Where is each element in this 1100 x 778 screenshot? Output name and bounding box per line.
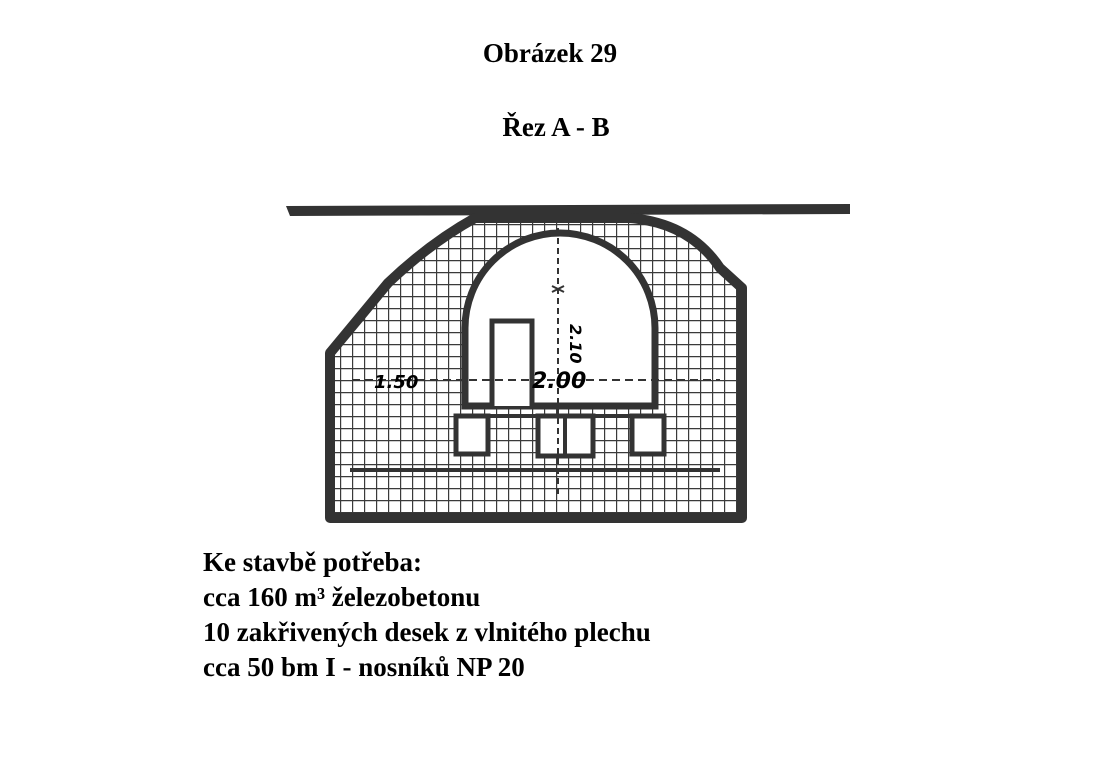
notes-item: 10 zakřivených desek z vlnitého plechu [203,617,651,647]
span-dimension: 2.00 [532,369,587,394]
notes-item: cca 50 bm I - nosníků NP 20 [203,652,525,682]
section-title: Řez A - B [502,112,610,142]
material-notes [203,545,651,685]
figure-title: Obrázek 29 [482,38,618,68]
arched-chamber [456,233,664,458]
cross-section-drawing [280,188,860,538]
height-dimension: 2.10 [566,324,585,364]
right-footing [632,416,664,454]
notes-heading: Ke stavbě potřeba: [203,547,422,577]
left-footing [456,416,488,454]
notes-item: cca 160 m³ železobetonu [203,582,481,612]
left-width-dimension: 1.50 [374,372,419,393]
